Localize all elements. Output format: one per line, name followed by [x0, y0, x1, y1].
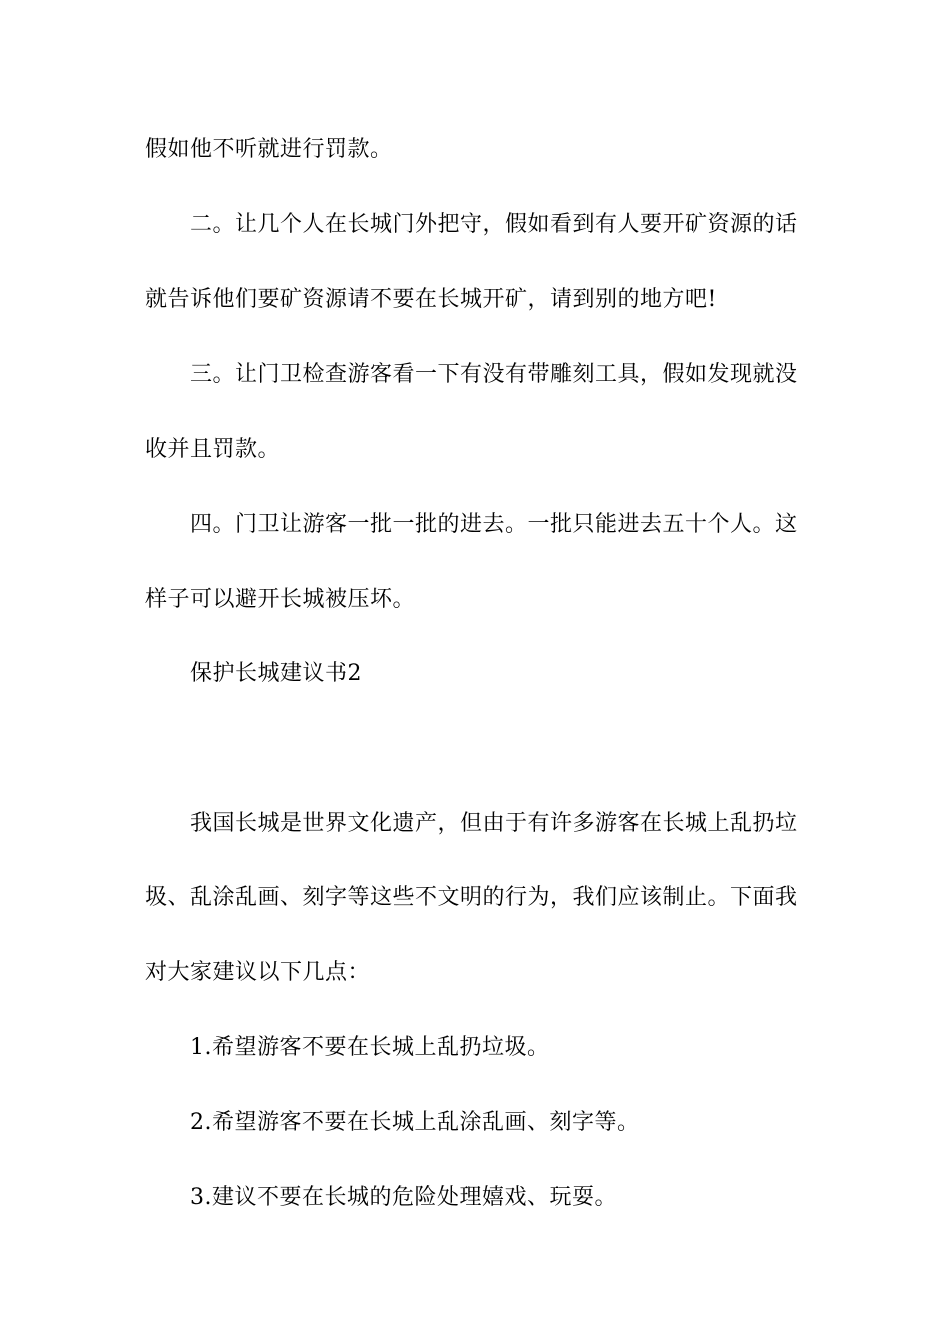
paragraph-line: 样子可以避开长城被压坏。	[145, 587, 416, 612]
paragraph-line: 收并且罚款。	[145, 437, 281, 462]
paragraph-line: 我国长城是世界文化遗产，但由于有许多游客在长城上乱扔垃	[190, 811, 798, 836]
paragraph-line: 二。让几个人在长城门外把守，假如看到有人要开矿资源的话	[190, 212, 798, 237]
paragraph-line: 三。让门卫检查游客看一下有没有带雕刻工具，假如发现就没	[190, 362, 798, 387]
list-item: 2.希望游客不要在长城上乱涂乱画、刻字等。	[190, 1110, 640, 1135]
section-heading: 保护长城建议书2	[190, 661, 362, 686]
paragraph-line: 圾、乱涂乱画、刻字等这些不文明的行为，我们应该制止。下面我	[145, 885, 798, 910]
paragraph-line: 就告诉他们要矿资源请不要在长城开矿，请到别的地方吧!	[145, 287, 717, 312]
paragraph-line: 四。门卫让游客一批一批的进去。一批只能进去五十个人。这	[190, 512, 798, 537]
paragraph-line: 假如他不听就进行罚款。	[145, 137, 393, 162]
paragraph-line: 对大家建议以下几点：	[145, 960, 371, 985]
list-item: 3.建议不要在长城的危险处理嬉戏、玩耍。	[190, 1185, 617, 1210]
list-item: 1.希望游客不要在长城上乱扔垃圾。	[190, 1035, 550, 1060]
